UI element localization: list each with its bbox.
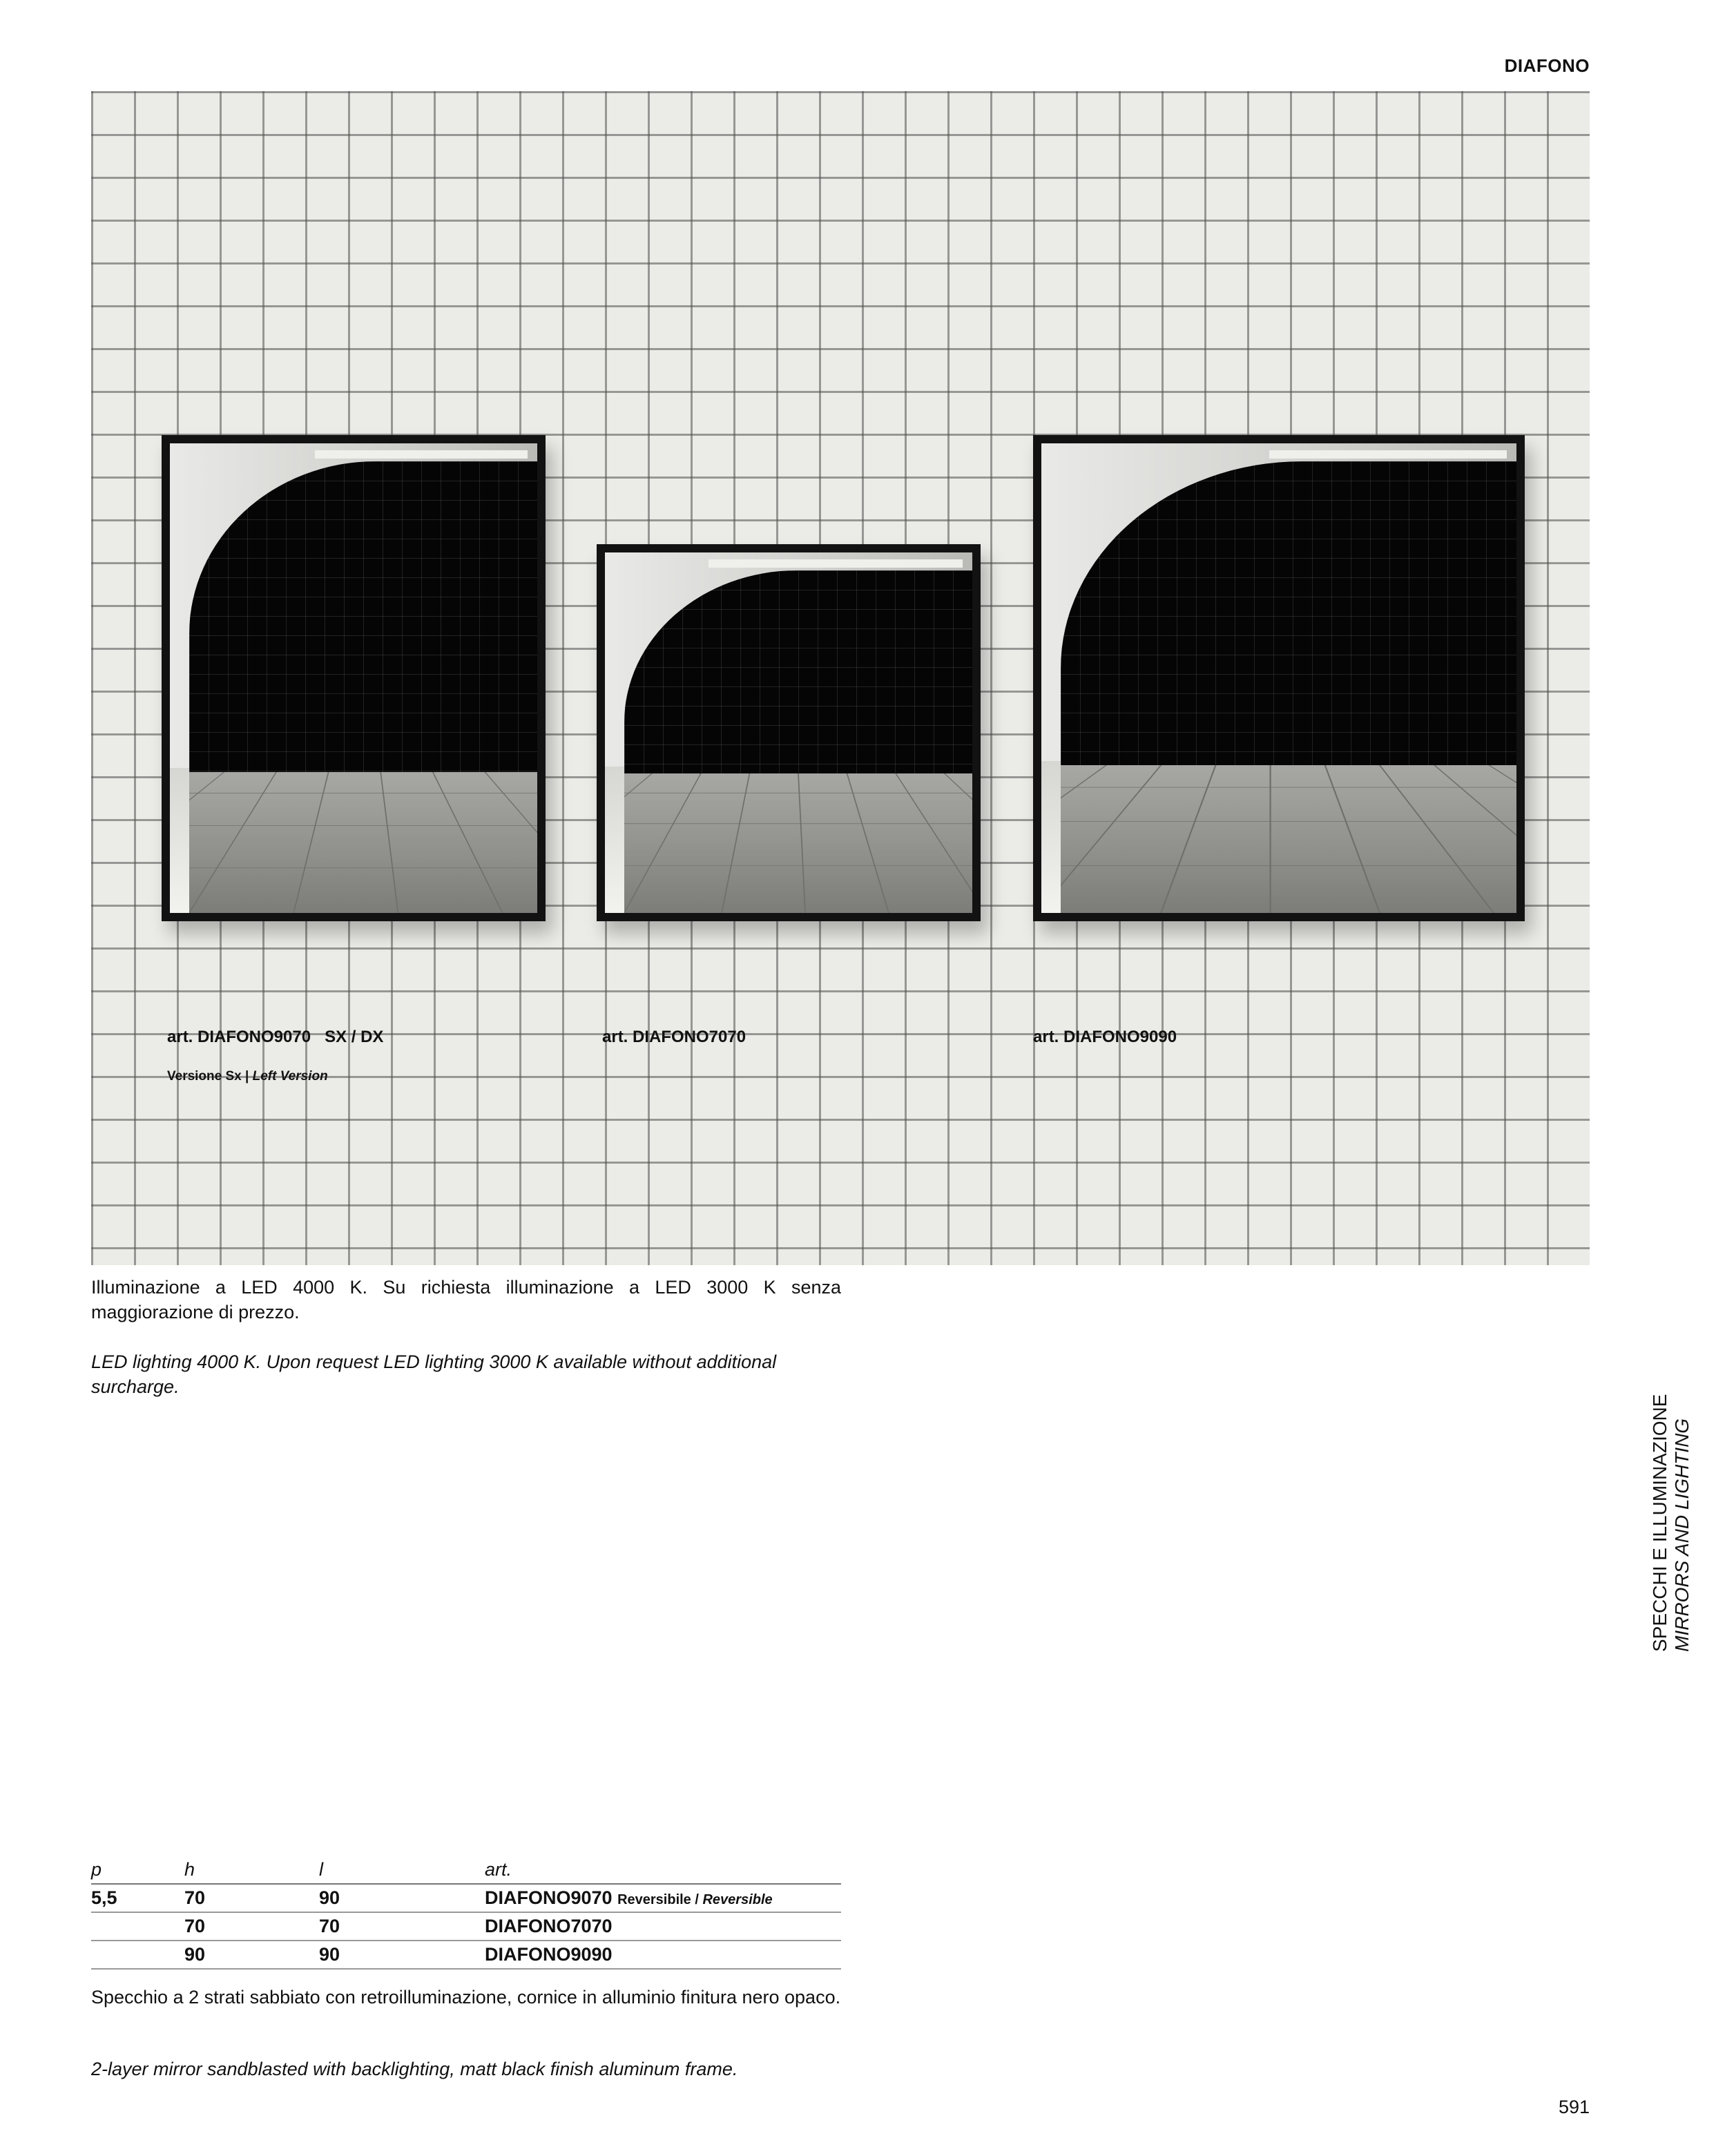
section-side-label-en: MIRRORS AND LIGHTING [1671,1418,1693,1652]
mirror-reflection [170,443,537,913]
art-note [617,1892,773,1907]
version-label-en: Left Version [252,1069,328,1084]
version-label-it: Versione Sx | [167,1069,253,1084]
table-row [91,1912,841,1941]
page-header-title: DIAFONO [1504,55,1590,76]
lighting-description-en: LED lighting 4000 K. Upon request LED lighting 3000 K available without additional surcharge. [91,1351,777,1397]
header-art: art. [485,1858,841,1884]
product-description-en: 2-layer mirror sandblasted with backlighting, matt black finish aluminum frame. [91,2059,738,2079]
spec-table [91,1858,841,1970]
cell-l: 90 [319,1941,485,1969]
art-label-diafono9070: art. DIAFONO9070 SX / DX [167,1028,384,1046]
cell-h: 70 [184,1884,319,1912]
page-number: 591 [1558,2097,1590,2117]
mirror-diafono9070 [162,435,546,921]
art-code: DIAFONO9070 [485,1887,613,1908]
header-l: l [319,1858,485,1884]
mirror-reflection [605,552,972,913]
art-note-en: Reversible [702,1892,773,1907]
section-side-label-it: SPECCHI E ILLUMINAZIONE [1649,1394,1670,1652]
art-label-diafono7070: art. DIAFONO7070 [602,1028,746,1046]
header-h: h [184,1858,319,1884]
art-note-it: Reversibile / [617,1892,703,1907]
cell-h: 90 [184,1941,319,1969]
product-description-it: Specchio a 2 strati sabbiato con retroilluminazione, cornice in alluminio finitura nero opaco. [91,1987,841,2008]
cell-p [91,1941,184,1969]
cell-art [485,1884,841,1912]
cell-l: 90 [319,1884,485,1912]
mirror-reflection [1041,443,1516,913]
table-row [91,1941,841,1969]
lighting-description-it: Illuminazione a LED 4000 K. Su richiesta illuminazione a LED 3000 K senza maggiorazione di prezzo. [91,1277,841,1322]
cell-l: 70 [319,1912,485,1941]
product-photo [91,91,1590,1265]
mirror-diafono9090 [1033,435,1525,921]
header-p: p [91,1858,184,1884]
cell-art: DIAFONO9090 [485,1941,841,1969]
table-header-row [91,1858,841,1884]
version-label [167,1069,328,1084]
cell-p [91,1912,184,1941]
cell-h: 70 [184,1912,319,1941]
art-label-diafono9090: art. DIAFONO9090 [1033,1028,1177,1046]
cell-p: 5,5 [91,1884,184,1912]
mirror-diafono7070 [597,544,981,921]
table-row [91,1884,841,1912]
section-side-label [1649,1394,1693,1652]
cell-art: DIAFONO7070 [485,1912,841,1941]
